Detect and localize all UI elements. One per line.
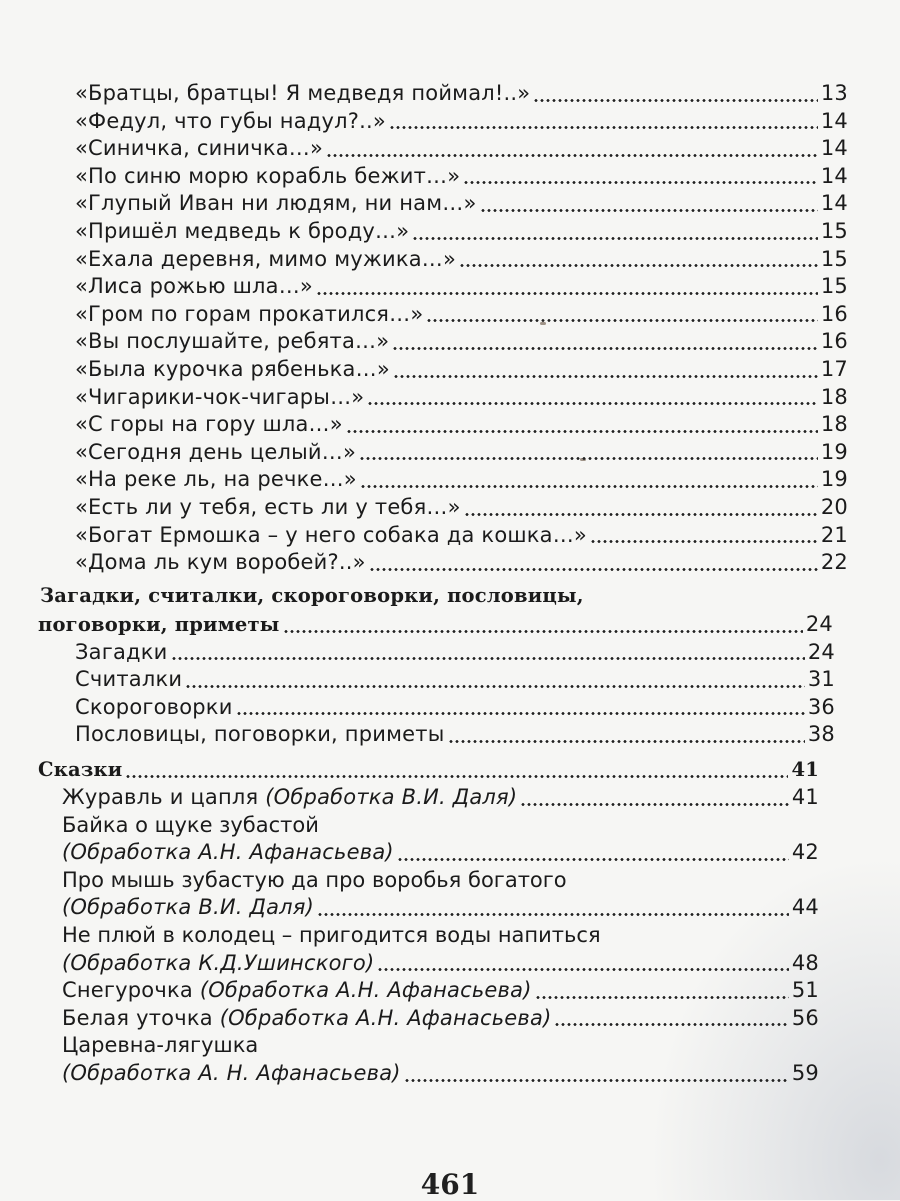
entry-title: Журавль и цапля	[62, 785, 259, 810]
page-number: 20	[820, 494, 848, 519]
toc-entry-tale	[0, 784, 819, 812]
page-number: 19	[820, 439, 848, 464]
dot-leader	[426, 319, 817, 322]
toc-entry-tale-title: Царевна-лягушка	[62, 1033, 259, 1058]
toc-entry-tale	[0, 977, 819, 1005]
dot-leader	[459, 264, 818, 267]
dot-leader	[554, 1023, 788, 1026]
page-number: 14	[820, 108, 848, 133]
entry-note: (Обработка А. Н. Афанасьева)	[62, 1061, 401, 1085]
entry-title: Пословицы, поговорки, приметы	[75, 722, 445, 747]
dot-leader	[359, 457, 818, 460]
dot-leader	[533, 99, 818, 102]
section-heading-riddles	[0, 581, 840, 610]
section-heading: Сказки	[38, 758, 123, 782]
entry-title: Считалки	[75, 667, 183, 692]
toc-entry	[0, 163, 848, 191]
dot-leader	[326, 154, 818, 157]
toc-entry	[0, 721, 835, 749]
page-number: 56	[791, 1005, 819, 1030]
entry-title: «Глупый Иван ни людям, ни нам…»	[75, 191, 477, 216]
toc-entry-tale	[0, 839, 819, 867]
toc-entry	[0, 135, 848, 163]
dot-leader	[448, 740, 805, 743]
toc-entry	[0, 522, 848, 550]
dot-leader	[317, 913, 789, 916]
page-number: 14	[820, 191, 848, 216]
entry-title: «Дома ль кум воробей?..»	[75, 550, 366, 575]
page-number: 15	[820, 218, 848, 243]
page-number: 17	[820, 356, 848, 381]
toc-entry-tale-title: Не плюй в колодец – пригодится воды напиться	[62, 923, 601, 948]
dot-leader	[463, 181, 818, 184]
dot-leader	[520, 803, 789, 806]
dot-leader	[283, 630, 803, 633]
toc-entry-tale-title: Байка о щуке зубастой	[62, 812, 319, 837]
dot-leader	[404, 1079, 789, 1082]
page-number: 41	[791, 785, 819, 810]
entry-title: «Синичка, синичка…»	[75, 136, 324, 161]
toc-entry	[0, 494, 848, 522]
entry-title: «С горы на гору шла…»	[75, 412, 343, 437]
page-number: 15	[820, 246, 848, 271]
toc-entry	[0, 384, 848, 412]
entry-title: «Сегодня день целый…»	[75, 439, 357, 464]
section-heading-tales	[0, 755, 819, 784]
entry-title: «Лиса рожью шла…»	[75, 274, 313, 299]
page-number: 24	[805, 611, 833, 636]
entry-title: «Ехала деревня, мимо мужика…»	[75, 246, 457, 271]
dot-leader	[480, 209, 818, 212]
page-number: 38	[807, 722, 835, 747]
toc-entry	[0, 301, 848, 329]
entry-title: «Чигарики-чок-чигары…»	[75, 384, 365, 409]
entry-note: (Обработка К.Д.Ушинского)	[62, 950, 375, 975]
page-number: 44	[791, 895, 819, 920]
toc-entry	[0, 108, 848, 136]
page-number: 21	[820, 522, 848, 547]
page-number: 22	[820, 550, 848, 575]
entry-title: «По синю морю корабль бежит…»	[75, 163, 461, 188]
dot-leader	[393, 375, 818, 378]
toc-entry-tale	[0, 1060, 819, 1088]
page-number: 18	[820, 412, 848, 437]
entry-note: (Обработка А.Н. Афанасьева)	[62, 840, 394, 865]
section-heading-line1: Загадки, считалки, скороговорки, пословицы,	[40, 583, 584, 607]
toc-entry	[0, 466, 848, 494]
toc-entry-tale	[0, 894, 819, 922]
table-of-contents	[0, 80, 900, 1088]
riddle-list	[0, 639, 900, 749]
toc-entry	[0, 80, 848, 108]
page-number: 42	[791, 840, 819, 865]
toc-entry-tale	[0, 950, 819, 978]
entry-note: (Обработка А.Н. Афанасьева)	[219, 1005, 552, 1030]
entry-title: «Пришёл медведь к броду…»	[75, 218, 410, 243]
dot-leader	[171, 657, 805, 660]
poem-list	[0, 80, 900, 577]
entry-note: (Обработка В.И. Даля)	[62, 895, 314, 920]
toc-entry	[0, 246, 848, 274]
entry-title: «Федул, что губы надул?..»	[75, 108, 386, 133]
page-number: 19	[820, 467, 848, 492]
toc-entry	[0, 549, 848, 577]
section-heading-line2: поговорки, приметы	[38, 612, 280, 636]
dot-leader	[185, 685, 805, 688]
dot-leader	[464, 513, 818, 516]
entry-title: Загадки	[75, 639, 168, 664]
entry-title: «Есть ли у тебя, есть ли у тебя…»	[75, 494, 461, 519]
page-number: 41	[791, 758, 819, 782]
toc-entry	[0, 666, 835, 694]
dot-leader	[590, 540, 818, 543]
entry-title: «Была курочка рябенька…»	[75, 356, 390, 381]
page-number: 59	[791, 1061, 819, 1085]
dot-leader	[377, 968, 789, 971]
entry-title: Скороговорки	[75, 694, 233, 719]
dot-leader	[369, 568, 818, 571]
page-number: 15	[820, 274, 848, 299]
page-number: 51	[791, 978, 819, 1003]
page-number: 14	[820, 136, 848, 161]
dot-leader	[360, 485, 818, 488]
entry-note: (Обработка А.Н. Афанасьева)	[199, 978, 532, 1003]
entry-title: «Гром по горам прокатился…»	[75, 301, 424, 326]
dot-leader	[367, 402, 818, 405]
dot-leader	[397, 858, 789, 861]
entry-title: «На реке ль, на речке…»	[75, 467, 357, 492]
toc-entry	[0, 411, 848, 439]
dot-leader	[125, 775, 788, 778]
toc-entry	[0, 218, 848, 246]
page-number: 36	[807, 694, 835, 719]
entry-title: «Вы послушайте, ребята…»	[75, 329, 390, 354]
page-number: 13	[820, 81, 848, 105]
dot-leader	[316, 292, 818, 295]
dot-leader	[346, 430, 818, 433]
entry-title: Снегурочка	[62, 978, 193, 1003]
toc-entry	[0, 439, 848, 467]
toc-entry	[0, 694, 835, 722]
dot-leader	[535, 996, 789, 999]
page-number: 16	[820, 329, 848, 354]
page-number: 24	[807, 639, 835, 664]
toc-entry	[0, 639, 835, 667]
entry-note: (Обработка В.И. Даля)	[265, 785, 518, 810]
toc-entry	[0, 328, 848, 356]
page-number: 31	[807, 667, 835, 692]
dot-leader	[236, 712, 805, 715]
toc-entry-tale	[0, 1005, 819, 1033]
page-number: 48	[791, 950, 819, 975]
dot-leader	[392, 347, 818, 350]
dot-leader	[412, 237, 818, 240]
entry-title: «Богат Ермошка – у него собака да кошка…»	[75, 522, 587, 547]
page-number: 18	[820, 384, 848, 409]
page-folio-number: 461	[420, 1168, 480, 1201]
page-number: 16	[820, 301, 848, 326]
entry-title: Белая уточка	[62, 1005, 213, 1030]
toc-entry	[0, 190, 848, 218]
toc-entry	[0, 356, 848, 384]
toc-entry-tale-title: Про мышь зубастую да про воробья богатого	[62, 867, 567, 892]
dot-leader	[389, 126, 818, 129]
entry-title: «Братцы, братцы! Я медведя поймал!..»	[75, 81, 531, 105]
page-number: 14	[820, 163, 848, 188]
toc-entry	[0, 273, 848, 301]
section-heading-riddles-cont	[0, 610, 833, 639]
